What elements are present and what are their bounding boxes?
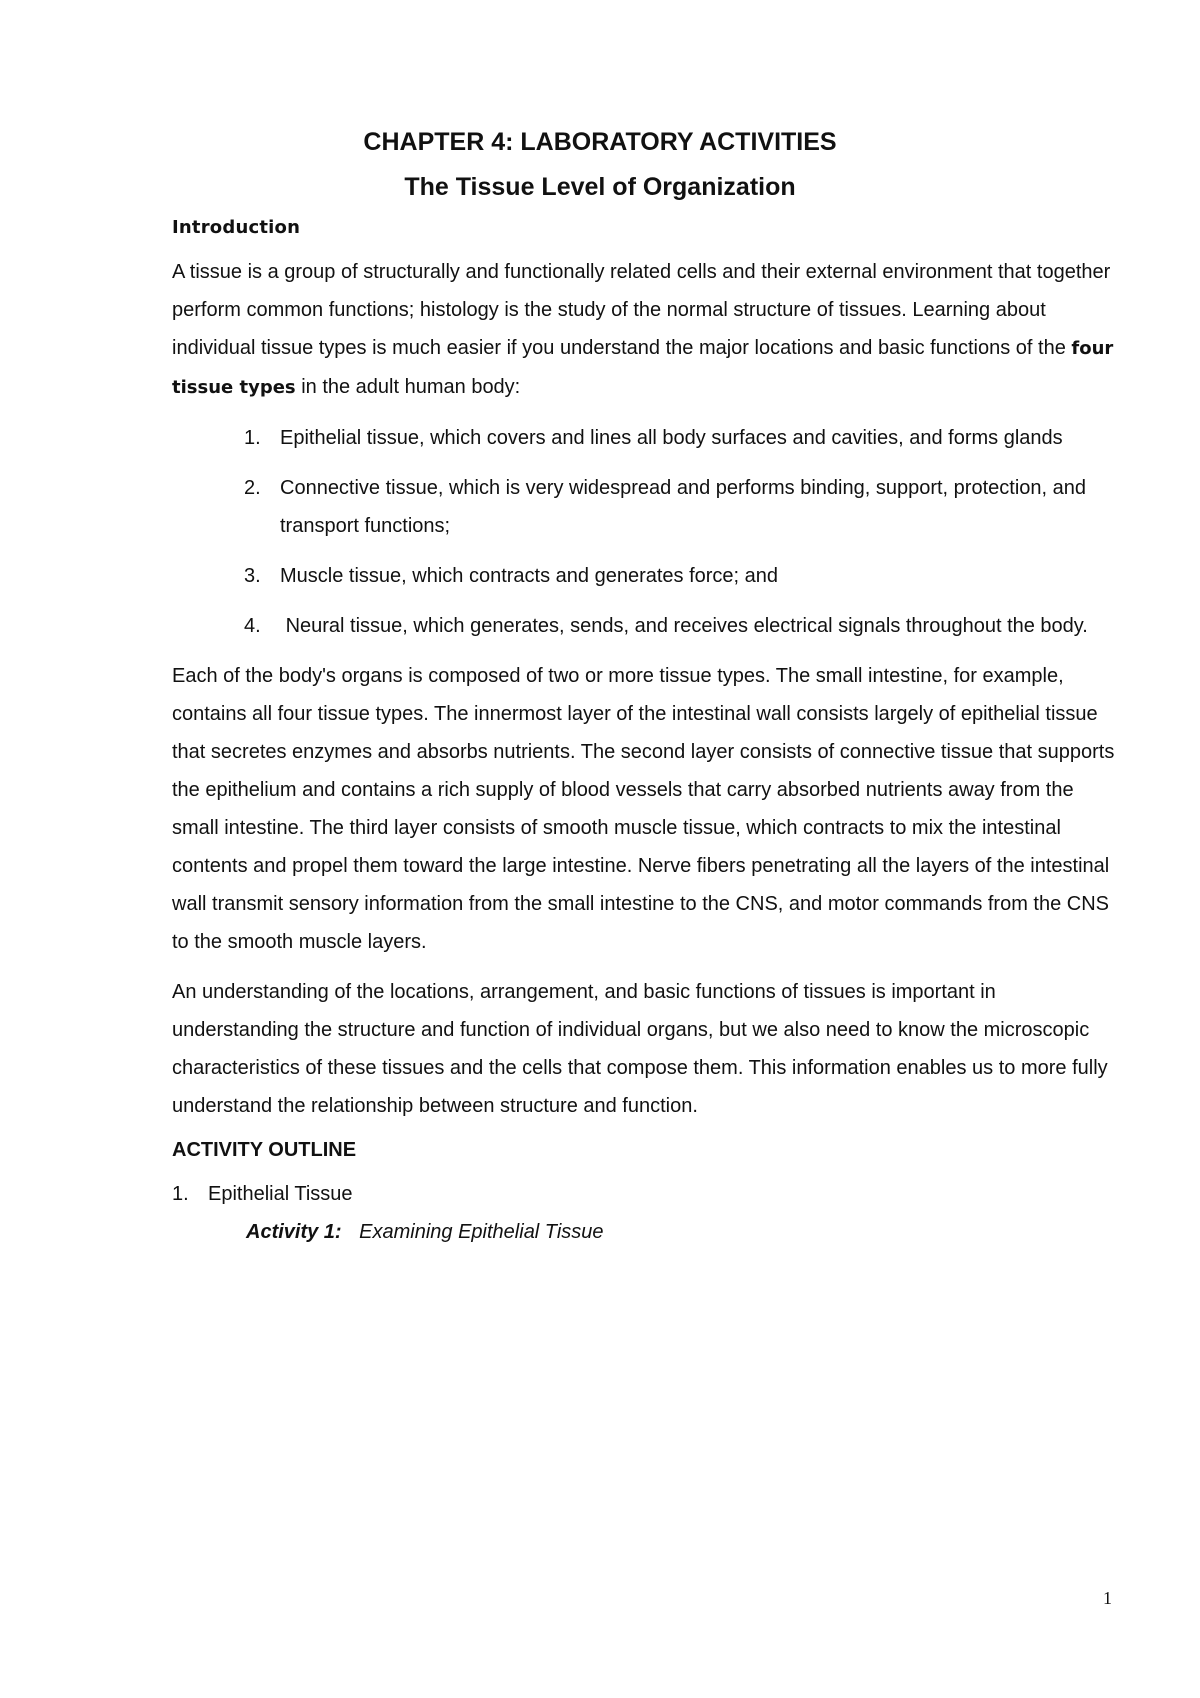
chapter-subtitle: The Tissue Level of Organization [404, 173, 796, 201]
list-item [244, 607, 1122, 645]
list-item-text: Muscle tissue, which contracts and generates force; and [280, 565, 779, 587]
document-body [172, 215, 1122, 1251]
intro-bold-phrase: four tissue types [172, 338, 1114, 398]
tissue-types-list [172, 419, 1122, 645]
intro-text-start: A tissue is a group of structurally and functionally related cells and their external environment that together perform common functions; histology is the study of the normal structure of tissues. Learning about individual tissue types is much easier if you understand the major locations and basic functions of the [172, 261, 1111, 359]
list-item [244, 469, 1122, 545]
intro-paragraph [172, 253, 1122, 407]
list-item [244, 557, 1122, 595]
organs-paragraph: Each of the body's organs is composed of two or more tissue types. The small intestine, for example, contains all four tissue types. The innermost layer of the intestinal wall consists largely of epithelial tissue that secretes enzymes and absorbs nutrients. The second layer consists of connective tissue that supports the epithelium and contains a rich supply of blood vessels that carry absorbed nutrients away from the small intestine. The third layer consists of smooth muscle tissue, which contracts to mix the intestinal contents and propel them toward the large intestine. Nerve fibers penetrating all the layers of the intestinal wall transmit sensory information from the small intestine to the CNS, and motor commands from the CNS to the smooth muscle layers. [172, 665, 1115, 953]
list-item-text: Neural tissue, which generates, sends, and receives electrical signals throughout the body. [280, 615, 1088, 637]
introduction-heading: Introduction [172, 217, 301, 238]
list-item-number: 2. [244, 477, 261, 499]
outline-item-number: 1. [172, 1183, 189, 1205]
activity-entry [172, 1213, 1122, 1251]
list-item-number: 1. [244, 427, 261, 449]
list-item-text: Connective tissue, which is very widespread and performs binding, support, protection, and transport functions; [280, 477, 1086, 537]
list-item [244, 419, 1122, 457]
list-item-number: 3. [244, 565, 261, 587]
activity-outline-heading: ACTIVITY OUTLINE [172, 1139, 357, 1161]
intro-text-end: in the adult human body: [295, 376, 521, 398]
outline-item-label: Epithelial Tissue [208, 1183, 353, 1205]
list-item-number: 4. [244, 615, 261, 637]
activity-title: Examining Epithelial Tissue [359, 1221, 604, 1243]
list-item-text: Epithelial tissue, which covers and lines all body surfaces and cavities, and forms glands [280, 427, 1063, 449]
page-number: 1 [1103, 1588, 1112, 1608]
understanding-paragraph: An understanding of the locations, arrangement, and basic functions of tissues is important in understanding the structure and function of individual organs, but we also need to know the microscopic characteristics of these tissues and the cells that compose them. This information enables us to more fully understand the relationship between structure and function. [172, 981, 1108, 1117]
activity-label: Activity 1: [246, 1221, 342, 1243]
outline-item [172, 1175, 1122, 1213]
chapter-title: CHAPTER 4: LABORATORY ACTIVITIES [363, 128, 837, 156]
